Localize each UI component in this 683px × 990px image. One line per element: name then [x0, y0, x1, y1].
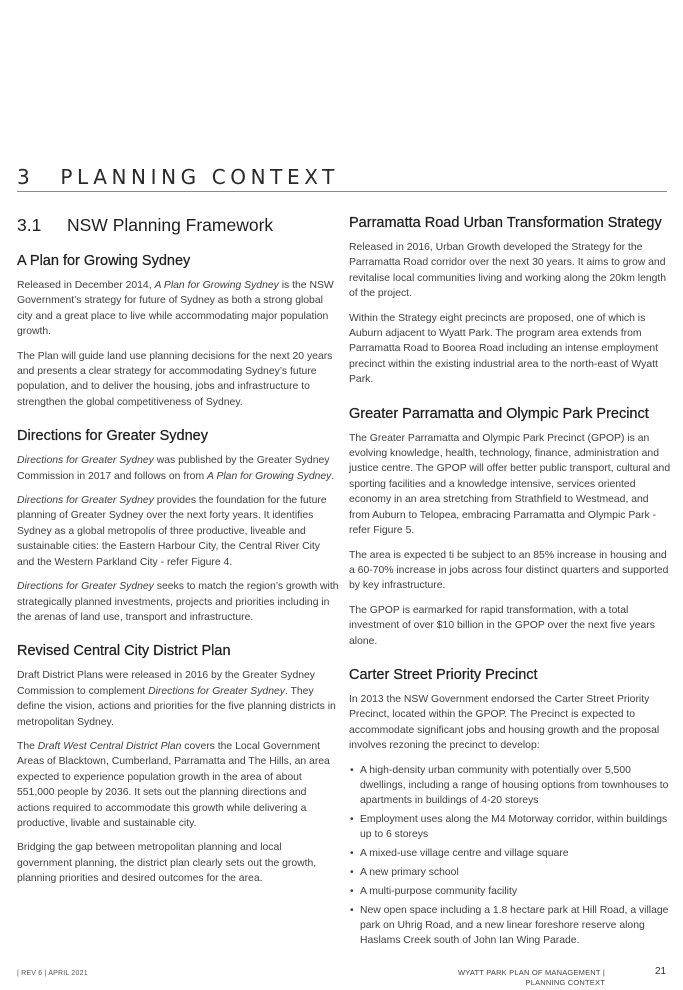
footer-document-title — [458, 968, 605, 988]
chapter-number: 3 — [17, 165, 35, 189]
chapter-title: PLANNING CONTEXT — [60, 165, 339, 189]
list-item: • Employment uses along the M4 Motorway corridor, within buildings up to 6 storeys — [349, 812, 671, 842]
chapter-heading — [17, 165, 667, 192]
bullet-list — [349, 763, 671, 948]
section-number: 3.1 — [17, 215, 42, 235]
paragraph: The Draft West Central District Plan covers the Local Government Areas of Blacktown, Cumberland, Parramatta and The Hills, an area expected to experience population growth in the area of about 551,000 people by 2036. It sets out the planning directions and actions required to accommodate this growth while delivering a productive, livable and sustainable city. — [17, 740, 330, 829]
list-item: • New open space including a 1.8 hectare park at Hill Road, a village park on Uhrig Road, and a new linear foreshore reserve along Haslams Creek south of John Ian Wing Parade. — [349, 903, 671, 948]
paragraph: Bridging the gap between metropolitan planning and local government planning, the district plan clearly sets out the growth, planning priorities and desired outcomes for the area. — [17, 842, 317, 885]
paragraph: Within the Strategy eight precincts are proposed, one of which is Auburn adjacent to Wyatt Park. The program area extends from Parramatta Road to Boorea Road including an intense employment precinct within the existing industrial area to the north-east of Wyatt Park. — [349, 312, 659, 386]
paragraph: Directions for Greater Sydney seeks to match the region’s growth with strategically planned investments, projects and priorities including in the arenas of land use, transport and infrastructure. — [17, 581, 339, 623]
paragraph: The GPOP is earmarked for rapid transformation, with a total investment of over $10 billion in the GPOP over the next five years alone. — [349, 604, 655, 647]
paragraph: Draft District Plans were released in 2016 by the Greater Sydney Commission to complement Directions for Greater Sydney. They define the vision, actions and priorities for the five planning districts in metropolitan Sydney. — [17, 670, 336, 728]
paragraph: Directions for Greater Sydney was published by the Greater Sydney Commission in 2017 and follows on from A Plan for Growing Sydney. — [17, 455, 335, 482]
paragraph: Released in December 2014, A Plan for Growing Sydney is the NSW Government’s strategy for future of Sydney as both a strong global city and a great place to live while accommodating major population growth. — [17, 280, 334, 338]
paragraph: Released in 2016, Urban Growth developed the Strategy for the Parramatta Road corridor over the next 30 years. It aims to grow and revitalise local communities living and working along the 20km length of the project. — [349, 242, 667, 300]
section-heading — [17, 214, 339, 236]
section-title: NSW Planning Framework — [67, 215, 274, 235]
paragraph: Directions for Greater Sydney provides the foundation for the future planning of Greater Sydney over the next forty years. It identifies Sydney as a global metropolis of three productive, liveable and sustainable cities: the Eastern Harbour City, the Central River City and the Western Parkland City - refer Figure 4. — [17, 495, 327, 568]
footer-plan-title: WYATT PARK PLAN OF MANAGEMENT | — [457, 968, 605, 977]
page-number: 21 — [655, 966, 667, 977]
list-item: • A mixed-use village centre and village square — [349, 846, 671, 861]
heading-gpop: Greater Parramatta and Olympic Park Precinct — [349, 405, 649, 422]
list-item: • A multi-purpose community facility — [349, 884, 671, 899]
heading-carter-street: Carter Street Priority Precinct — [349, 666, 538, 683]
heading-directions-greater-sydney: Directions for Greater Sydney — [17, 428, 208, 445]
paragraph: The Plan will guide land use planning decisions for the next 20 years and presents a clear strategy for accommodating Sydney’s future population, and to deliver the housing, jobs and infrastructure to strengthen the global competitiveness of Sydney. — [17, 350, 333, 408]
footer-section-name: PLANNING CONTEXT — [525, 978, 605, 987]
left-column — [17, 214, 339, 896]
right-column — [349, 214, 671, 954]
footer-revision: | REV 6 | APRIL 2021 — [17, 970, 88, 977]
list-item: • A new primary school — [349, 865, 671, 880]
heading-parramatta-road-strategy: Parramatta Road Urban Transformation Strategy — [349, 215, 662, 231]
paragraph: The area is expected ti be subject to an 85% increase in housing and a 60-70% increase in jobs across four distinct quarters and supported by key infrastructure. — [349, 549, 669, 592]
list-item: • A high-density urban community with potentially over 5,500 dwellings, including a range of housing options from townhouses to apartments in buildings of 4-20 storeys — [349, 763, 671, 808]
paragraph: The Greater Parramatta and Olympic Park Precinct (GPOP) is an evolving knowledge, health, technology, finance, administration and justice centre. The GPOP will offer better public transport, cultural and sporting facilities and a knowledge intensive, services oriented economy in an area stretching from Strathfield to Westmead, and from Auburn to Telopea, embracing Parramatta and Olympic Park - refer Figure 5. — [349, 432, 671, 537]
heading-plan-growing-sydney: A Plan for Growing Sydney — [17, 253, 191, 269]
paragraph: In 2013 the NSW Government endorsed the Carter Street Priority Precinct, located within the GPOP. The Precinct is expected to accommodate significant jobs and housing growth and the proposal involves rezoning the precinct to develop: — [349, 693, 660, 752]
heading-central-city-district-plan: Revised Central City District Plan — [17, 643, 231, 660]
